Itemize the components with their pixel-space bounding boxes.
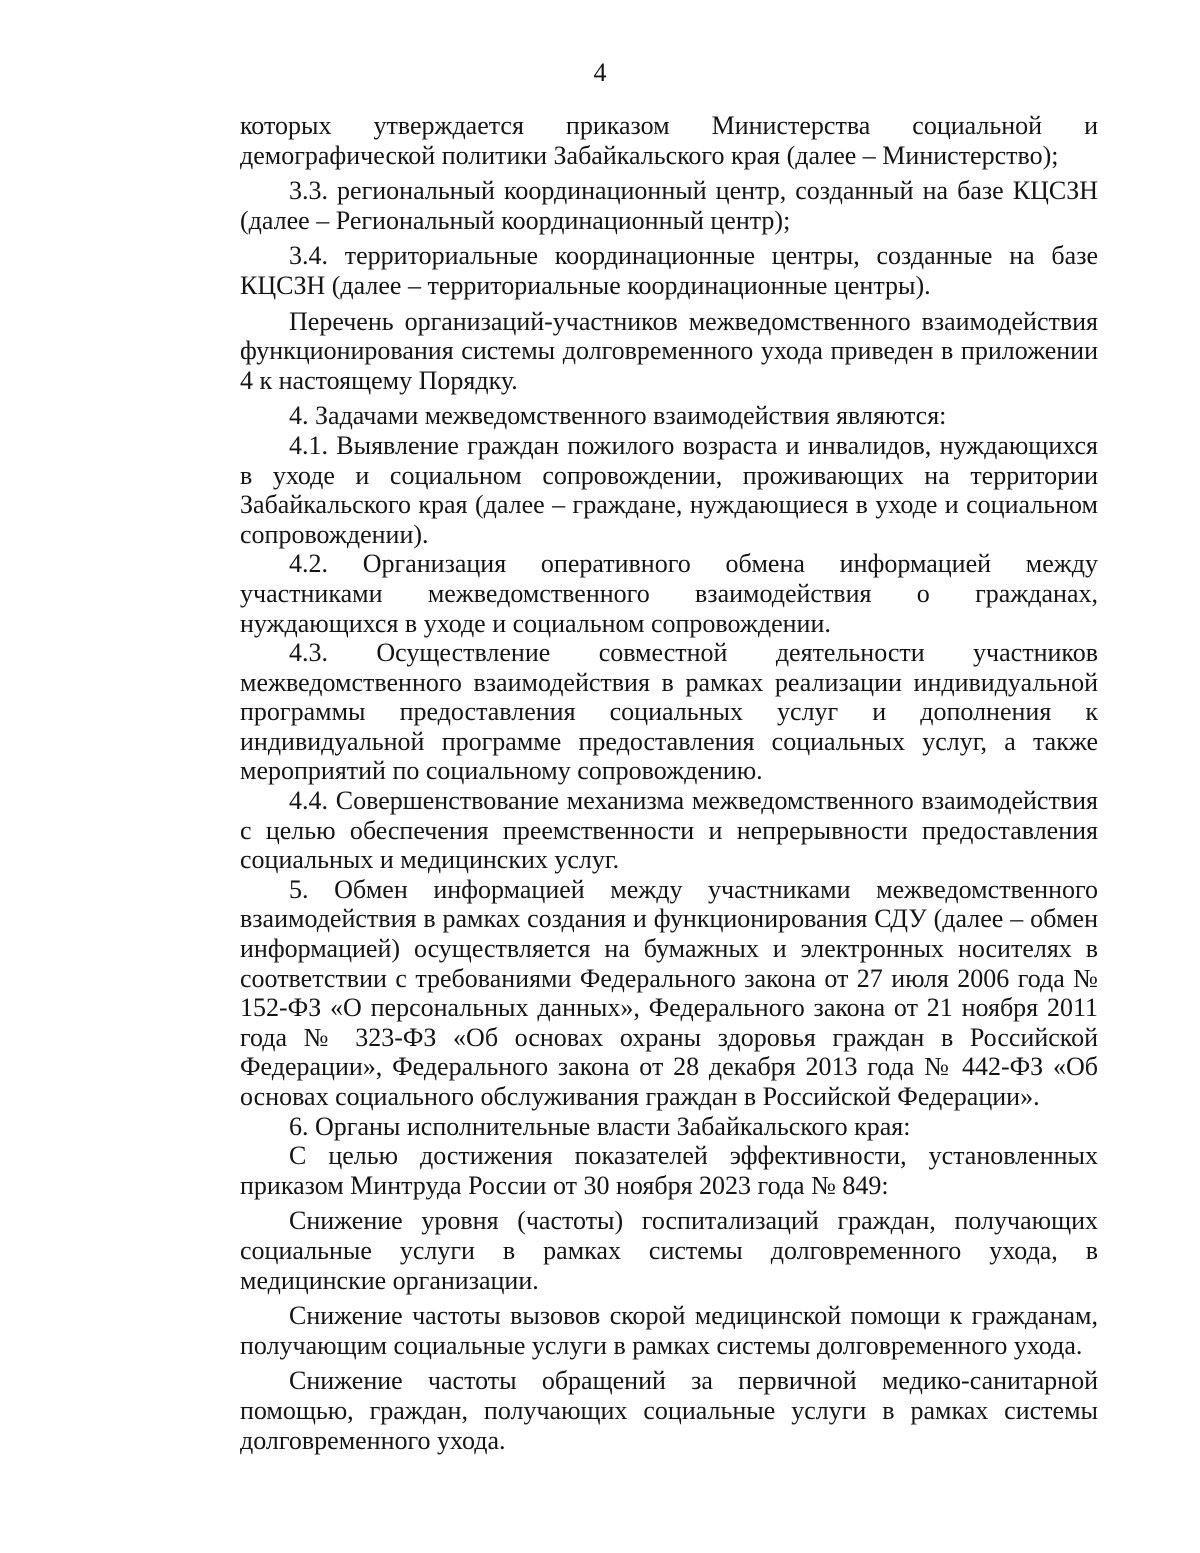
paragraph-4: 4. Задачами межведомственного взаимодействия являются: [289,401,947,431]
paragraph-3-3: 3.3. региональный координационный центр, созданный на базе КЦСЗН (далее – Региональный координационный центр); [240,176,1098,235]
paragraph-3-4: 3.4. территориальные координационные центры, созданные на базе КЦСЗН (далее – территориальные координационные центры). [240,241,1098,300]
paragraph-6: 6. Органы исполнительные власти Забайкальского края: [289,1111,911,1141]
paragraph-4-3: 4.3. Осуществление совместной деятельности участников межведомственного взаимодействия в рамках реализации индивидуальной программы предоставления социальных услуг и дополнения к индивидуальной программе предоставления социальных услуг, а также мероприятий по социальному сопровождению. [240,638,1098,786]
paragraph-4-4: 4.4. Совершенствование механизма межведомственного взаимодействия с целью обеспечения преемственности и непрерывности предоставления социальных и медицинских услуг. [240,786,1098,875]
paragraph-continuation: которых утверждается приказом Министерства социальной и демографической политики Забайкальского края (далее – Министерство); [240,111,1098,170]
paragraph-4-2: 4.2. Организация оперативного обмена информацией между участниками межведомственного взаимодействия о гражданах, нуждающихся в уходе и социальном сопровождении. [240,549,1098,638]
document-body [240,111,1098,1455]
paragraph-hospitalization: Снижение уровня (частоты) госпитализаций граждан, получающих социальные услуги в рамках системы долговременного ухода, в медицинские организации. [240,1206,1098,1295]
paragraph-4-1: 4.1. Выявление граждан пожилого возраста и инвалидов, нуждающихся в уходе и социальном сопровождении, проживающих на территории Забайкальского края (далее – граждане, нуждающиеся в уходе и социальном сопровождении). [240,430,1098,549]
paragraph-indicators-intro: С целью достижения показателей эффективности, установленных приказом Минтруда России от 30 ноября 2023 года № 849: [240,1141,1098,1200]
paragraph-ambulance-calls: Снижение частоты вызовов скорой медицинской помощи к гражданам, получающим социальные услуги в рамках системы долговременного ухода. [240,1301,1098,1360]
page-number: 4 [593,58,607,87]
paragraph-primary-care: Снижение частоты обращений за первичной медико-санитарной помощью, граждан, получающих социальные услуги в рамках системы долговременного ухода. [240,1366,1098,1455]
paragraph-5: 5. Обмен информацией между участниками межведомственного взаимодействия в рамках создания и функционирования СДУ (далее – обмен информацией) осуществляется на бумажных и электронных носителях в соответствии с требованиями Федерального закона от 27 июля 2006 года № 152-ФЗ «О персональных данных», Федерального закона от 21 ноября 2011 года № 323-ФЗ «Об основах охраны здоровья граждан в Российской Федерации», Федерального закона от 28 декабря 2013 года № 442-ФЗ «Об основах социального обслуживания граждан в Российской Федерации». [240,874,1098,1111]
paragraph-participants-list: Перечень организаций-участников межведомственного взаимодействия функционирования системы долговременного ухода приведен в приложении 4 к настоящему Порядку. [240,306,1098,395]
